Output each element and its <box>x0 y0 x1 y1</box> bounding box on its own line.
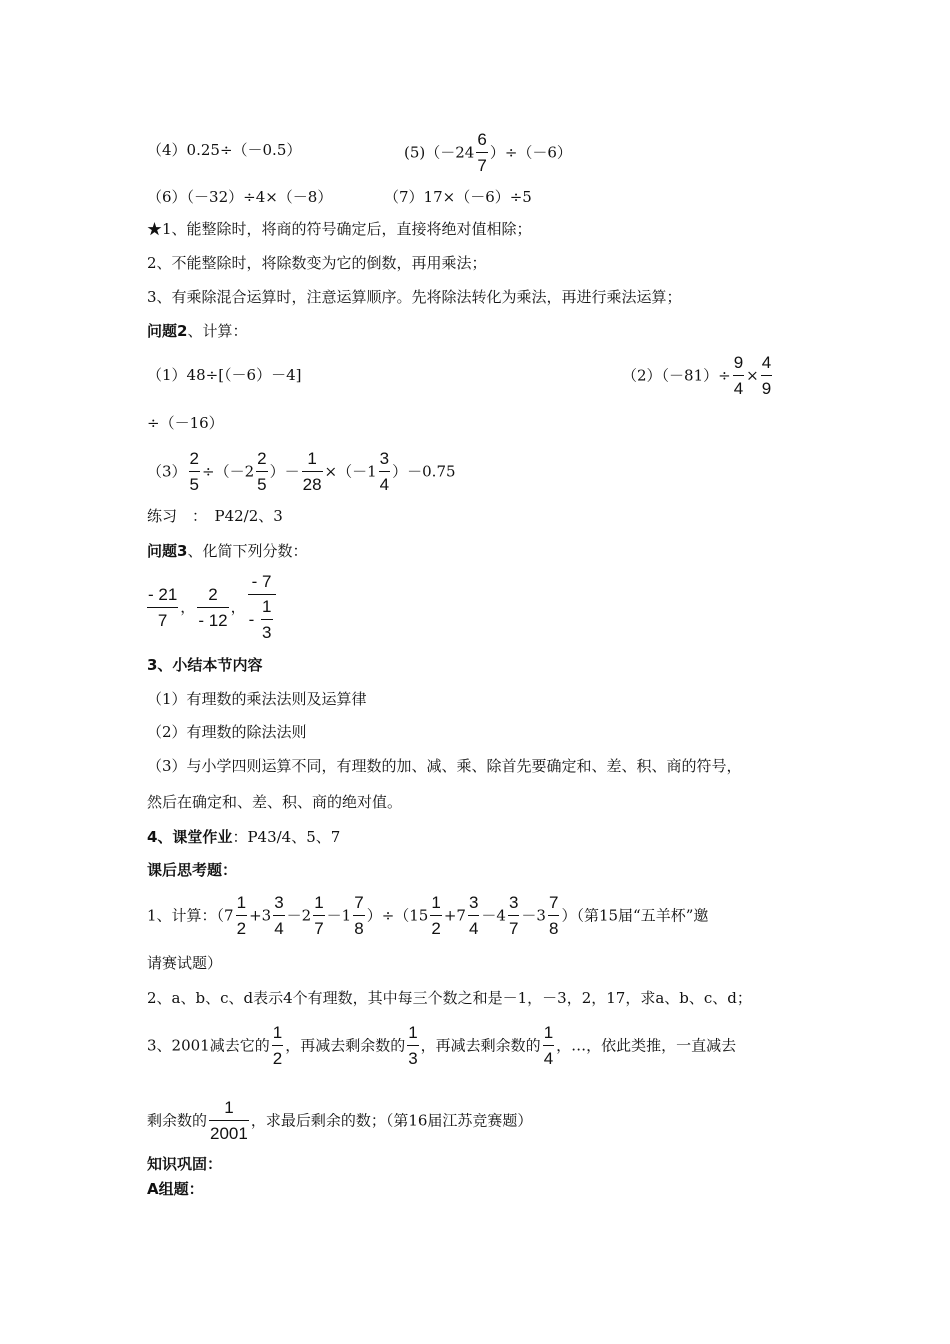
exercise-7: （7）17×（－6）÷5 <box>384 188 532 206</box>
homework-line: 4、课堂作业：P43/4、5、7 <box>147 828 341 846</box>
note-2: 2、不能整除时，将除数变为它的倒数，再用乘法； <box>147 254 487 272</box>
problem-2-item-3: （3） $\frac{2}{5}$ ÷（－2 $\frac{2}{5}$ ）－ $\frac{1}{28}$ ×（－1 $\frac{3}{4}$ ）－0.75 <box>147 449 456 494</box>
note-1: ★1、能整除时，将商的符号确定后，直接将绝对值相除； <box>147 220 532 238</box>
fraction: $\frac{2}{5}$ <box>257 449 267 494</box>
fraction: $\frac{7}{8}$ <box>354 893 364 938</box>
summary-item-2: （2）有理数的除法法则 <box>147 723 307 741</box>
exercise-4: （4）0.25÷（－0.5） <box>147 141 302 159</box>
fraction: $\frac{7}{8}$ <box>548 893 559 938</box>
summary-heading: 3、小结本节内容 <box>147 656 263 674</box>
fraction: $\frac{1}{3}$ <box>408 1023 418 1068</box>
fraction: $\frac{1}{2001}$ <box>210 1098 248 1143</box>
summary-item-3-line-2: 然后在确定和、差、积、商的绝对值。 <box>147 793 403 811</box>
thinking-q1-line-2: 请赛试题） <box>147 954 223 972</box>
exercise-5: (5)（－24 $\frac{6}{7}$ ）÷（－6） <box>404 130 572 175</box>
note-3: 3、有乘除混合运算时，注意运算顺序。先将除法转化为乘法，再进行乘法运算； <box>147 288 682 306</box>
problem-3-heading: 问题3、化简下列分数： <box>147 542 308 560</box>
problem-2-heading: 问题2、计算： <box>147 322 248 340</box>
group-a-heading: A组题： <box>147 1180 204 1198</box>
summary-item-3-line-1: （3）与小学四则运算不同，有理数的加、减、乘、除首先要确定和、差、积、商的符号， <box>147 757 742 775</box>
fraction: $\frac{1}{3}$ <box>262 597 272 642</box>
complex-fraction: - 7 - $\frac{1}{3}$ <box>248 572 276 642</box>
fraction: $\frac{1}{4}$ <box>543 1023 554 1068</box>
fraction: $\frac{1}{28}$ <box>302 449 322 494</box>
fraction: $\frac{1}{2}$ <box>431 893 441 938</box>
thinking-q3: 3、2001减去它的 $\frac{1}{2}$ ，再减去剩余数的 $\frac{1}{3}$ ，再减去剩余数的 $\frac{1}{4}$ ，…，依此类推，一直减去 <box>147 1023 737 1068</box>
fraction: $\frac{1}{2}$ <box>272 1023 283 1068</box>
fraction: $\frac{- 21}{7}$ <box>148 584 178 630</box>
fraction: $\frac{1}{7}$ <box>314 893 324 938</box>
consolidation-heading: 知识巩固： <box>147 1155 223 1173</box>
problem-2-item-2: （2）（－81）÷ $\frac{9}{4}$ × $\frac{4}{9}$ <box>622 353 772 398</box>
thinking-heading: 课后思考题： <box>147 861 238 879</box>
problem-2-item-1: （1）48÷[（－6）－4] <box>147 366 302 384</box>
fraction: $\frac{3}{4}$ <box>379 449 390 494</box>
problem-2-item-2-continued: ÷（－16） <box>147 414 224 432</box>
fraction: $\frac{3}{7}$ <box>508 893 519 938</box>
thinking-q2: 2、a、b、c、d表示4个有理数，其中每三个数之和是－1，－3，2，17，求a、b、c、d； <box>147 989 752 1007</box>
fraction: $\frac{4}{9}$ <box>761 353 772 398</box>
summary-item-1: （1）有理数的乘法法则及运算律 <box>147 690 367 708</box>
thinking-q1: 1、计算：（7 $\frac{1}{2}$ +3 $\frac{3}{4}$ －2 $\frac{1}{7}$ －1 $\frac{7}{8}$ ）÷（15 $\frac{1}{2}$ +7 $\frac{3}{4}$ －4 $\frac{3}{7}$ －3 $\frac{7}{8}$ ）（第15届“五羊杯”邀 <box>147 893 709 938</box>
practice-line: 练习 ： P42/2、3 <box>147 507 283 525</box>
problem-3-fractions: $\frac{- 21}{7}$ ， $\frac{2}{- 12}$ ， - 7 - $\frac{1}{3}$ <box>145 572 278 642</box>
fraction: $\frac{9}{4}$ <box>733 353 744 398</box>
fraction: $\frac{3}{4}$ <box>468 893 479 938</box>
fraction: $\frac{1}{2}$ <box>236 893 247 938</box>
fraction: $\frac{2}{5}$ <box>189 449 200 494</box>
fraction: $\frac{2}{- 12}$ <box>198 584 228 630</box>
fraction: $\frac{3}{4}$ <box>274 893 284 938</box>
thinking-q3-line-2: 剩余数的 $\frac{1}{2001}$ ，求最后剩余的数；（第16届江苏竞赛题） <box>147 1098 533 1143</box>
fraction: $\frac{6}{7}$ <box>477 130 487 175</box>
exercise-6: （6）（－32）÷4×（－8） <box>147 188 333 206</box>
